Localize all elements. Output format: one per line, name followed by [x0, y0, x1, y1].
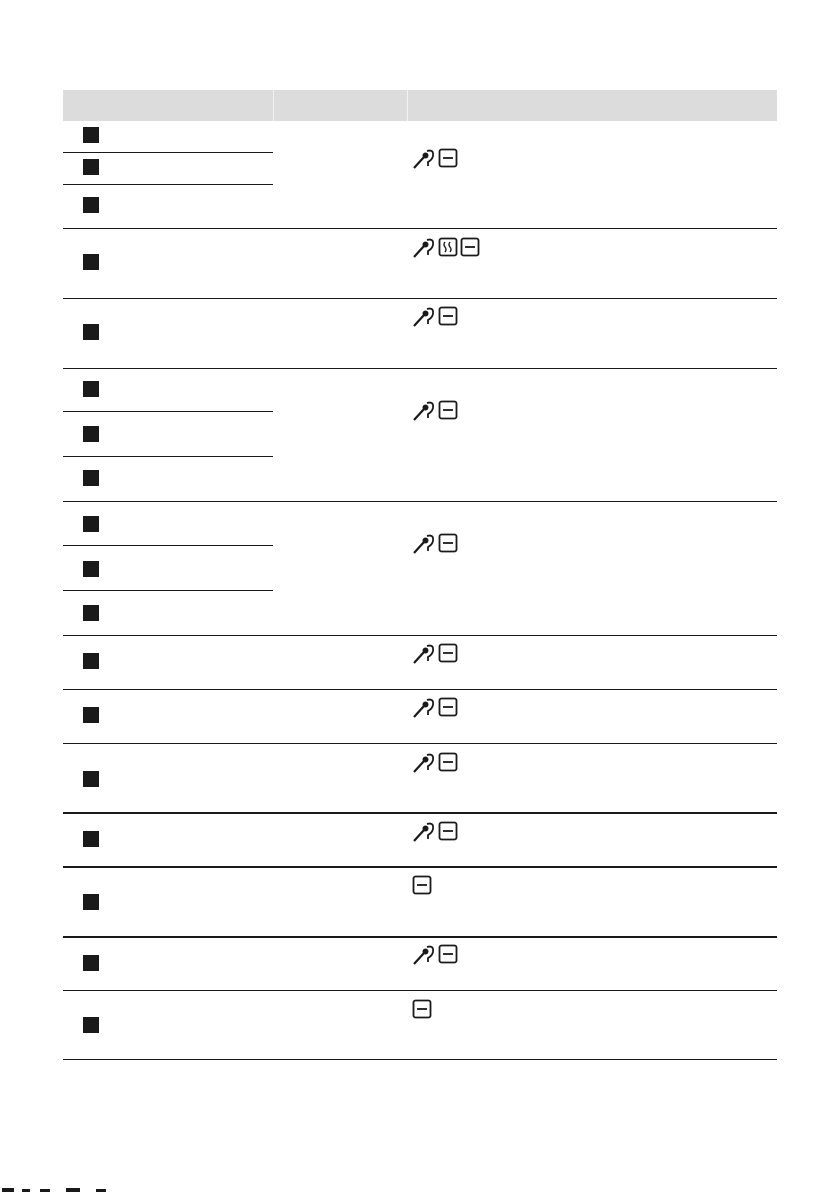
row-marker [83, 159, 99, 175]
grill-icon [412, 875, 432, 895]
grill-icon [438, 533, 458, 553]
probe-icon [412, 532, 436, 554]
row-marker [83, 894, 99, 910]
row-divider [63, 812, 777, 814]
probe-icon [412, 696, 436, 718]
heat-icon [438, 237, 458, 257]
row-divider [63, 635, 777, 636]
icon-cell [412, 820, 458, 842]
row-marker [83, 254, 99, 270]
row-marker [83, 127, 99, 143]
grill-icon [438, 643, 458, 663]
cropped-footer-mark [0, 1186, 110, 1192]
row-marker [83, 470, 99, 486]
probe-icon [412, 399, 436, 421]
row-marker [83, 324, 99, 340]
probe-icon [412, 751, 436, 773]
row-marker [83, 197, 99, 213]
grill-icon [438, 821, 458, 841]
grill-icon [438, 944, 458, 964]
row-marker [83, 605, 99, 621]
probe-icon [412, 147, 436, 169]
row-divider [63, 501, 777, 502]
row-divider [63, 866, 777, 868]
row-marker [83, 381, 99, 397]
row-divider [63, 228, 777, 229]
row-divider [63, 184, 273, 185]
row-divider [63, 298, 777, 299]
row-marker [83, 653, 99, 669]
icon-cell [412, 696, 458, 718]
row-marker [83, 955, 99, 971]
icon-cell [412, 642, 458, 664]
icon-cell [412, 399, 458, 421]
grill-icon [438, 752, 458, 772]
row-divider [63, 990, 777, 991]
probe-icon [412, 305, 436, 327]
table-bottom-rule [63, 1059, 777, 1060]
row-marker [83, 561, 99, 577]
grill-icon [438, 306, 458, 326]
row-divider [63, 689, 777, 690]
icon-cell [412, 943, 458, 965]
row-marker [83, 426, 99, 442]
row-divider [63, 368, 777, 369]
header-divider [273, 90, 274, 121]
icon-cell [412, 998, 432, 1020]
row-divider [63, 411, 273, 412]
table-header [63, 90, 777, 121]
row-marker [83, 516, 99, 532]
icon-cell [412, 874, 432, 896]
probe-icon [412, 820, 436, 842]
icon-cell [412, 147, 458, 169]
icon-cell [412, 751, 458, 773]
icon-cell [412, 236, 480, 258]
row-divider [63, 590, 273, 591]
row-marker [83, 771, 99, 787]
grill-icon [460, 237, 480, 257]
icon-cell [412, 532, 458, 554]
icon-cell [412, 305, 458, 327]
probe-icon [412, 236, 436, 258]
grill-icon [412, 999, 432, 1019]
row-marker [83, 1017, 99, 1033]
header-divider [407, 90, 408, 121]
grill-icon [438, 697, 458, 717]
grill-icon [438, 148, 458, 168]
probe-icon [412, 943, 436, 965]
grill-icon [438, 400, 458, 420]
row-divider [63, 545, 273, 546]
row-divider [63, 456, 273, 457]
row-marker [83, 707, 99, 723]
row-divider [63, 936, 777, 938]
row-divider [63, 743, 777, 744]
row-marker [83, 831, 99, 847]
row-divider [63, 152, 273, 153]
probe-icon [412, 642, 436, 664]
